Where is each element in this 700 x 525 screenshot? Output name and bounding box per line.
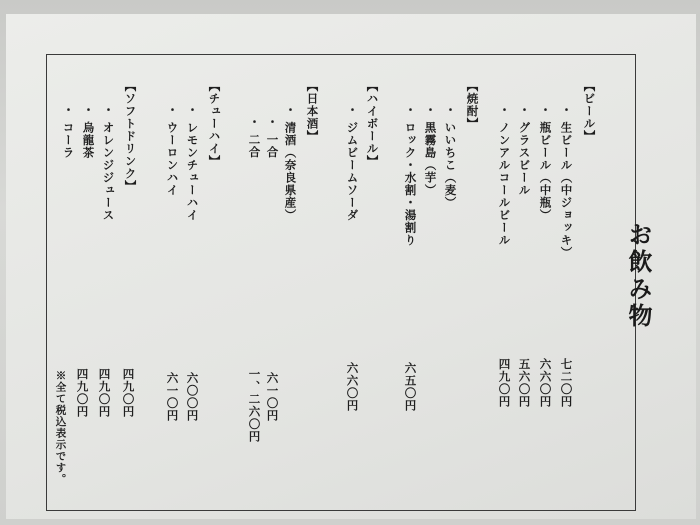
shochu-item-2: ・ 黒霧島（芋） (423, 104, 438, 197)
highball-price-1: 六六〇円 (345, 362, 360, 412)
softdrink-price-3: 四九〇円 (75, 368, 90, 418)
sake-item-2: ・ 一合 (265, 116, 280, 159)
softdrink-price-1: 四九〇円 (121, 368, 136, 418)
section-header-shochu: 【焼酎】 (465, 80, 480, 130)
section-header-beer: 【ビール】 (582, 80, 597, 143)
softdrink-price-2: 四九〇円 (97, 368, 112, 418)
softdrink-item-3: ・ コーラ (61, 104, 76, 160)
beer-item-3: ・ グラスビール (517, 104, 532, 197)
sake-item-3: ・ 二合 (247, 116, 262, 159)
chuhai-price-1: 六〇〇円 (185, 372, 200, 422)
beer-price-2: 六六〇円 (538, 358, 553, 408)
softdrink-item-1: ・ オレンジジュース (101, 104, 116, 222)
beer-item-2: ・ 瓶ビール（中瓶） (538, 104, 553, 222)
highball-item-1: ・ ジムビームソーダ (345, 104, 360, 222)
menu-title: お飲み物 (624, 222, 653, 330)
section-header-softdrink: 【ソフトドリンク】 (123, 80, 138, 193)
beer-item-4: ・ ノンアルコールビール (497, 104, 512, 247)
tax-note: ※全て税込表示です。 (54, 370, 67, 485)
shochu-price-1: 六五〇円 (403, 362, 418, 412)
beer-price-1: 七二〇円 (559, 358, 574, 408)
beer-price-3: 五六〇円 (517, 358, 532, 408)
chuhai-item-1: ・ レモンチューハイ (185, 104, 200, 222)
sake-price-2: 六一〇円 (265, 372, 280, 422)
section-header-highball: 【ハイボール】 (365, 80, 380, 168)
shochu-item-3: ・ ロック・水割・湯割り (403, 104, 418, 247)
section-header-chuhai: 【チューハイ】 (207, 80, 222, 168)
chuhai-item-2: ・ ウーロンハイ (165, 104, 180, 197)
shochu-item-1: ・ いいちこ（麦） (443, 104, 458, 210)
sake-price-3: 一、二六〇円 (247, 368, 262, 443)
beer-item-1: ・ 生ビール（中ジョッキ） (559, 104, 574, 260)
softdrink-item-2: ・ 烏龍茶 (81, 104, 96, 160)
chuhai-price-2: 六一〇円 (165, 372, 180, 422)
beer-price-4: 四九〇円 (497, 358, 512, 408)
section-header-sake: 【日本酒】 (305, 80, 320, 143)
sake-item-1: ・ 清酒（奈良県産） (283, 104, 298, 222)
